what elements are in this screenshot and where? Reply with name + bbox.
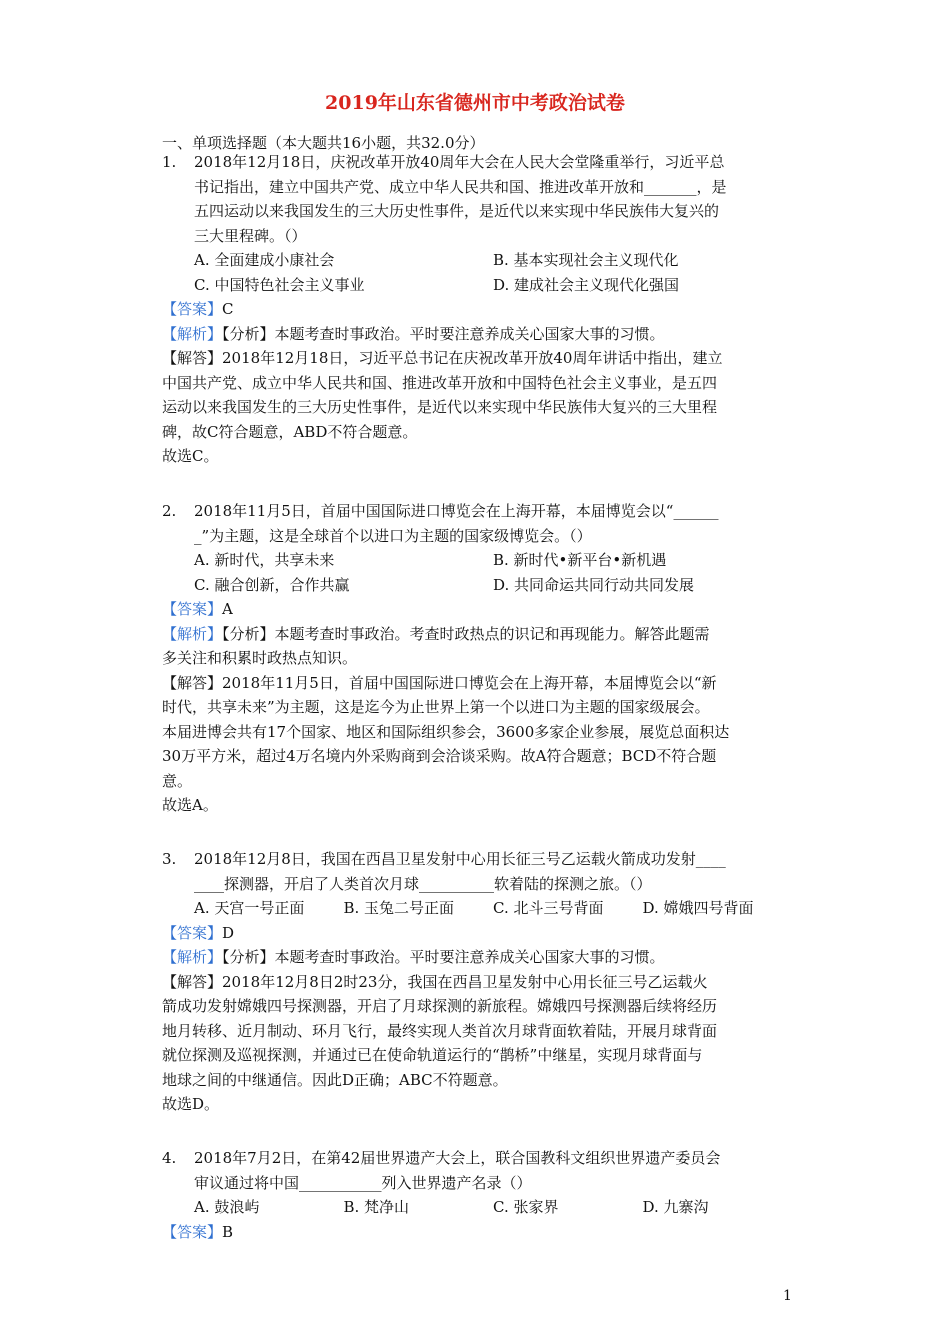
options-row bbox=[162, 548, 792, 573]
answer-tag: 【答案】 bbox=[162, 600, 223, 618]
solution-line: 箭成功发射嫦娥四号探测器，开启了月球探测的新旅程。嫦娥四号探测器后续将经历 bbox=[162, 997, 718, 1015]
question-stem-line: 书记指出，建立中国共产党、成立中华人民共和国、推进改革开放和_______，是 bbox=[194, 177, 727, 196]
answer-line bbox=[162, 1220, 792, 1245]
option-d: D. 建成社会主义现代化强国 bbox=[493, 275, 680, 294]
option-b: B. 梵净山 bbox=[343, 1198, 410, 1216]
section-heading: 一、单项选择题（本大题共16小题，共32.0分） bbox=[162, 134, 485, 152]
question-stem-line: 2018年12月8日，我国在西昌卫星发射中心用长征三号乙运载火箭成功发射____ bbox=[194, 850, 726, 868]
question-number: 3. bbox=[162, 850, 177, 868]
question-stem-line: 2018年12月18日，庆祝改革开放40周年大会在人民大会堂隆重举行，习近平总 bbox=[194, 153, 725, 171]
solution-text: 2018年12月8日2时23分，我国在西昌卫星发射中心用长征三号乙运载火 bbox=[222, 972, 708, 991]
answer-tag: 【答案】 bbox=[162, 1222, 223, 1241]
option-c: C. 北斗三号背面 bbox=[493, 899, 604, 917]
conclusion-line: 故选A。 bbox=[162, 796, 218, 814]
question-stem-line: _”为主题，这是全球首个以进口为主题的国家级博览会。（） bbox=[194, 526, 592, 545]
question-stem-line: 2018年7月2日，在第42届世界遗产大会上，联合国教科文组织世界遗产委员会 bbox=[194, 1149, 721, 1167]
option-a: A. 新时代，共享未来 bbox=[194, 551, 335, 569]
solution-line: 就位探测及巡视探测，并通过已在使命轨道运行的“鹊桥”中继星，实现月球背面与 bbox=[162, 1046, 703, 1064]
analysis-tag: 【解析】 bbox=[162, 324, 223, 343]
question-number: 2. bbox=[162, 502, 177, 520]
answer-value: D bbox=[222, 923, 235, 942]
question-1 bbox=[162, 150, 792, 469]
solution-line: 意。 bbox=[162, 771, 193, 790]
option-a: A. 鼓浪屿 bbox=[194, 1198, 260, 1216]
solution-line bbox=[162, 346, 792, 371]
analysis-line bbox=[162, 945, 792, 970]
solution-tag: 【解答】 bbox=[162, 349, 223, 367]
analysis-line bbox=[162, 322, 792, 347]
solution-line: 运动以来我国发生的三大历史性事件，是近代以来实现中华民族伟大复兴的三大里程 bbox=[162, 398, 718, 416]
solution-line bbox=[162, 671, 792, 696]
solution-line: 本届进博会共有17个国家、地区和国际组织参会，3600多家企业参展，展览总面积达 bbox=[162, 722, 730, 741]
option-c: C. 中国特色社会主义事业 bbox=[194, 275, 365, 294]
solution-line: 碑，故C符合题意，ABD不符合题意。 bbox=[162, 422, 418, 441]
options-row bbox=[162, 1195, 792, 1220]
analysis-tag: 【解析】 bbox=[162, 948, 223, 966]
options-row bbox=[162, 248, 792, 273]
answer-value: C bbox=[222, 300, 234, 318]
page-title: 2019年山东省德州市中考政治试卷 bbox=[325, 92, 625, 114]
option-a: A. 天宫一号正面 bbox=[194, 899, 305, 917]
analysis-text: 【分析】本题考查时事政治。平时要注意养成关心国家大事的习惯。 bbox=[222, 324, 665, 343]
solution-text: 2018年11月5日，首届中国国际进口博览会在上海开幕，本届博览会以“新 bbox=[222, 673, 717, 692]
question-3 bbox=[162, 847, 792, 1117]
analysis-text: 【分析】本题考查时事政治。平时要注意养成关心国家大事的习惯。 bbox=[222, 948, 665, 966]
solution-line: 时代，共享未来”为主题，这是迄今为止世界上第一个以进口为主题的国家级展会。 bbox=[162, 698, 710, 716]
solution-line: 30万平方米，超过4万名境内外采购商到会洽谈采购。故A符合题意；BCD不符合题 bbox=[162, 747, 717, 765]
solution-tag: 【解答】 bbox=[162, 673, 223, 692]
analysis-tag: 【解析】 bbox=[162, 624, 223, 643]
answer-value: B bbox=[222, 1222, 234, 1241]
question-stem-line: 审议通过将中国___________列入世界遗产名录（） bbox=[194, 1173, 532, 1192]
solution-text: 2018年12月18日，习近平总书记在庆祝改革开放40周年讲话中指出，建立 bbox=[222, 349, 723, 367]
solution-line: 地球之间的中继通信。因此D正确；ABC不符题意。 bbox=[162, 1070, 508, 1089]
question-stem-line: 2018年11月5日，首届中国国际进口博览会在上海开幕，本届博览会以“______ bbox=[194, 502, 719, 520]
options-row bbox=[162, 896, 792, 921]
answer-line bbox=[162, 597, 792, 622]
question-4 bbox=[162, 1146, 792, 1244]
answer-line bbox=[162, 921, 792, 946]
option-b: B. 新时代•新平台•新机遇 bbox=[493, 551, 667, 569]
option-d: D. 共同命运共同行动共同发展 bbox=[493, 575, 695, 594]
analysis-line: 多关注和积累时政热点知识。 bbox=[162, 649, 358, 667]
answer-line bbox=[162, 297, 792, 322]
option-b: B. 玉兔二号正面 bbox=[343, 899, 455, 917]
options-row bbox=[162, 273, 792, 298]
question-2 bbox=[162, 499, 792, 818]
question-stem-line: 三大里程碑。（） bbox=[194, 226, 307, 245]
option-c: C. 融合创新，合作共赢 bbox=[194, 575, 350, 594]
solution-line: 中国共产党、成立中华人民共和国、推进改革开放和中国特色社会主义事业，是五四 bbox=[162, 373, 718, 392]
option-d: D. 九寨沟 bbox=[642, 1198, 709, 1216]
question-stem-line: 五四运动以来我国发生的三大历史性事件，是近代以来实现中华民族伟大复兴的 bbox=[194, 202, 720, 220]
solution-line bbox=[162, 970, 792, 995]
solution-line: 地月转移、近月制动、环月飞行，最终实现人类首次月球背面软着陆，开展月球背面 bbox=[162, 1021, 718, 1040]
options-row bbox=[162, 573, 792, 598]
question-number: 1. bbox=[162, 153, 177, 171]
page-number: 1 bbox=[783, 1288, 792, 1304]
conclusion-line: 故选C。 bbox=[162, 447, 219, 465]
conclusion-line: 故选D。 bbox=[162, 1095, 220, 1113]
question-number: 4. bbox=[162, 1149, 177, 1167]
answer-tag: 【答案】 bbox=[162, 300, 223, 318]
option-c: C. 张家界 bbox=[493, 1198, 559, 1216]
answer-tag: 【答案】 bbox=[162, 923, 223, 942]
analysis-text: 【分析】本题考查时事政治。考查时政热点的识记和再现能力。解答此题需 bbox=[222, 624, 710, 643]
solution-tag: 【解答】 bbox=[162, 972, 223, 991]
answer-value: A bbox=[222, 600, 233, 618]
option-a: A. 全面建成小康社会 bbox=[194, 251, 335, 269]
option-d: D. 嫦娥四号背面 bbox=[642, 899, 754, 917]
question-stem-line: ____探测器，开启了人类首次月球__________软着陆的探测之旅。（） bbox=[194, 874, 652, 893]
option-b: B. 基本实现社会主义现代化 bbox=[493, 251, 679, 269]
analysis-line bbox=[162, 622, 792, 647]
